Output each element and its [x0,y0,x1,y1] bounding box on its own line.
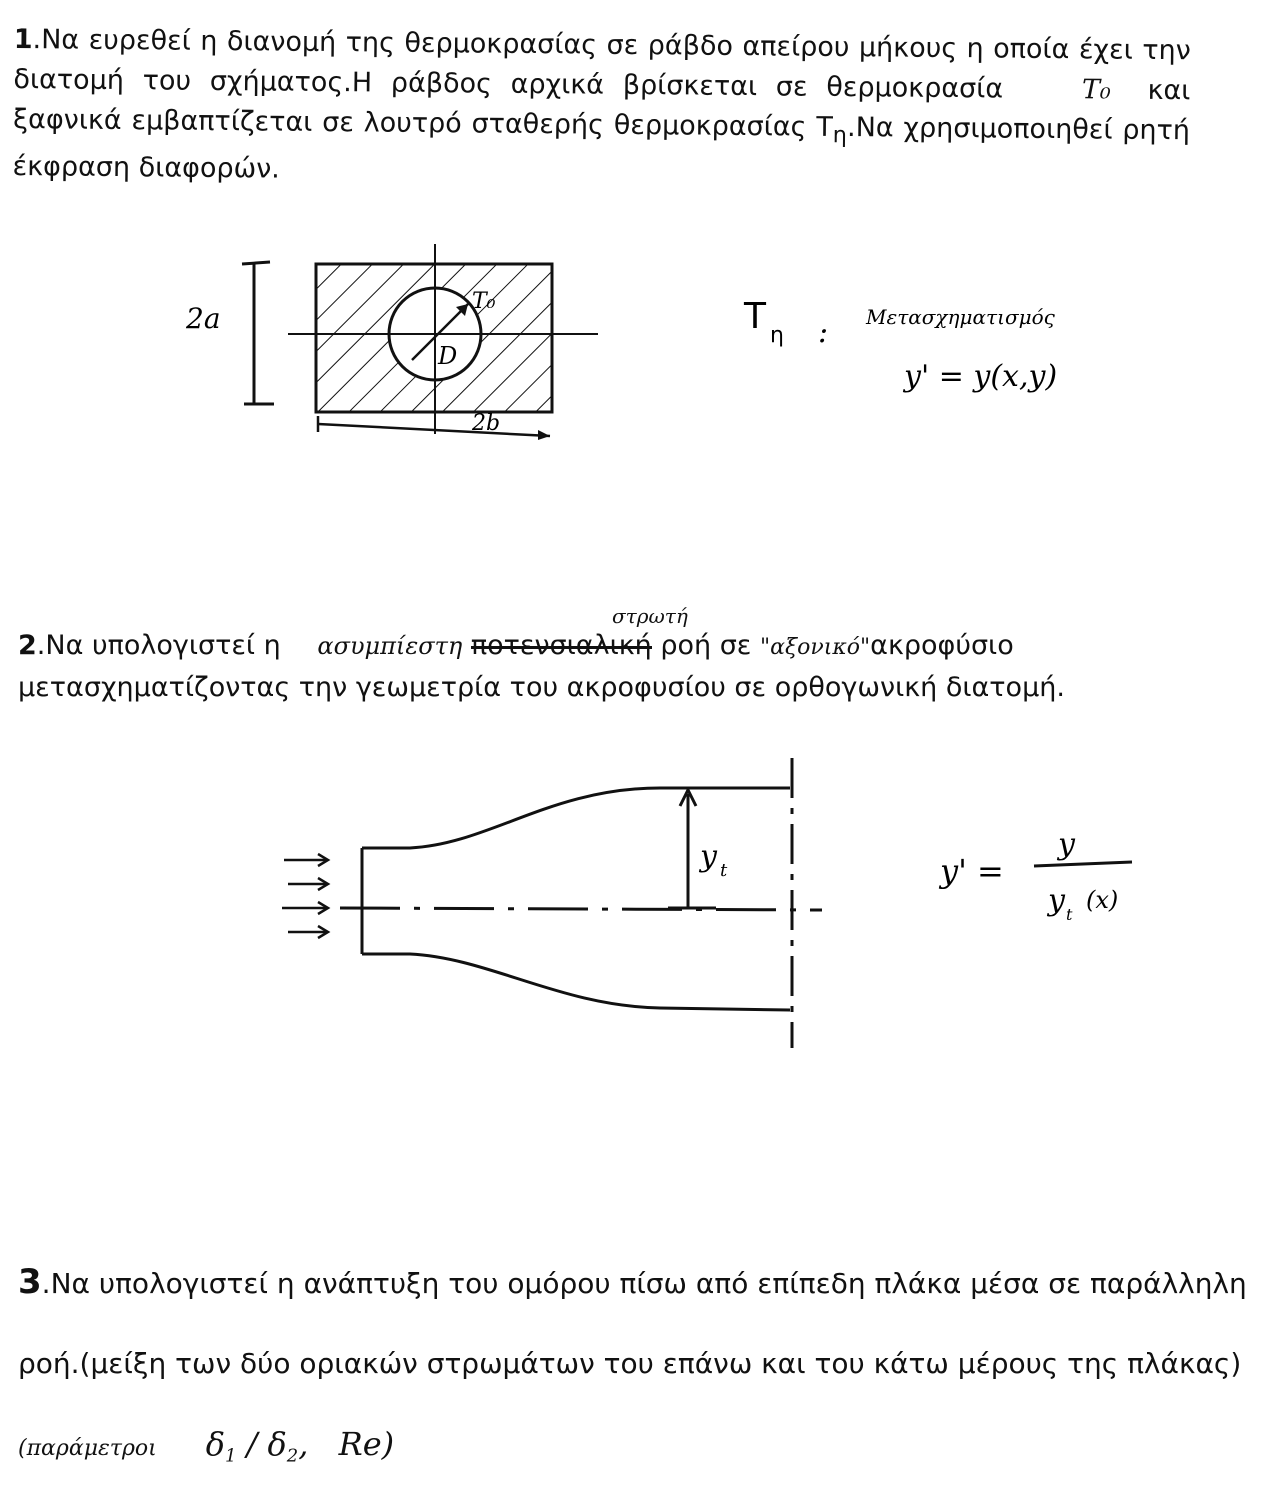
upper-wall [362,788,790,848]
problem-1-text-c: .Να χρησιμοποιηθεί ρητή έκφραση διαφορών. [12,112,1191,185]
transform-formula: y' = y(x,y) [904,359,1058,394]
problem-3: 3.Να υπολογιστεί η ανάπτυξη του ομόρου πίσω από επίπεδη πλάκα μέσα σε παράλληλη ροή.(μείξη των δύο οριακών στρωμάτων του επάνω και του κάτω μέρους της πλάκας) (παράμετροι $\delta_1 / \delta_2$, Re) [18,1262,1247,1467]
width-label: 2b [472,411,501,436]
problem-2-above-note: στρωτή [612,604,688,628]
formula-denominator: y [1048,883,1065,918]
problem-2-struck-word: ποτενσιαλική [470,630,652,661]
problem-1-initial-temp: T₀ [1081,74,1111,106]
height-label: 2a [186,302,221,335]
nozzle-figure [270,748,850,1058]
lower-wall [362,954,790,1010]
axis-centerline [340,908,822,910]
formula-denominator-arg: (x) [1086,886,1119,914]
param-delta-2: δ [267,1425,287,1463]
problem-3-number: 3 [18,1262,42,1302]
transform-note: Μετασχηματισμός [866,305,1055,329]
problem-1-text-b: και ξαφνικά εμβαπτίζεται σε λουτρό σταθερής θερμοκρασίας Τ [12,74,1191,143]
problem-2 [18,626,1177,708]
param-delta-1: δ [205,1425,225,1463]
svg-text::: : [818,315,829,350]
yt-label: y [700,839,717,874]
problem-1-number: 1 [13,23,33,56]
problem-2-text-b: ροή σε [660,630,752,661]
nozzle-transform-formula [936,820,1156,940]
inner-temp-label: T₀ [472,289,496,314]
formula-numerator: y [1058,827,1075,862]
formula-lhs: y' = [940,852,1004,890]
param-delta-2-sub: 2 [286,1445,299,1467]
bath-temp-sub: η [770,323,784,348]
problem-1-bath-subscript: η [832,122,848,149]
problem-1-text-a: .Να ευρεθεί η διανομή της θερμοκρασίας σε ράβδο απείρου μήκους η οποία έχει την διατομή του σχήματος.Η ράβδος αρχικά βρίσκεται σε θερμοκρασία [13,24,1191,105]
problem-2-text-c: ακροφύσιο μετασχηματίζοντας την γεωμετρία του ακροφυσίου σε ορθογωνική διατομή. [18,630,1065,703]
diameter-label: D [438,342,458,370]
param-delta-1-sub: 1 [224,1445,237,1467]
problem-2-handwritten-quoted: "αξονικό" [760,635,871,660]
bath-note [736,288,1136,418]
problem-3-text-a: .Να υπολογιστεί η ανάπτυξη του ομόρου πίσω από επίπεδη πλάκα μέσα σε παράλληλη ροή.(μείξη των δύο οριακών στρωμάτων του επάνω και του κάτω μέρους της πλάκας) [18,1267,1247,1380]
yt-sub: t [720,860,728,881]
problem-2-handwritten-inserted: ασυμπίεστη [317,632,463,660]
problem-2-number: 2 [18,630,37,661]
bath-temp-label: T [744,296,766,337]
inflow-arrows [282,854,328,938]
problem-1 [12,20,1191,199]
problem-2-text-a: .Να υπολογιστεί η [36,630,281,661]
cross-section-figure [180,238,600,458]
formula-denominator-sub: t [1066,905,1073,924]
problem-3-handwritten-params: (παράμετροι [18,1436,157,1461]
param-reynolds: Re) [338,1425,395,1463]
